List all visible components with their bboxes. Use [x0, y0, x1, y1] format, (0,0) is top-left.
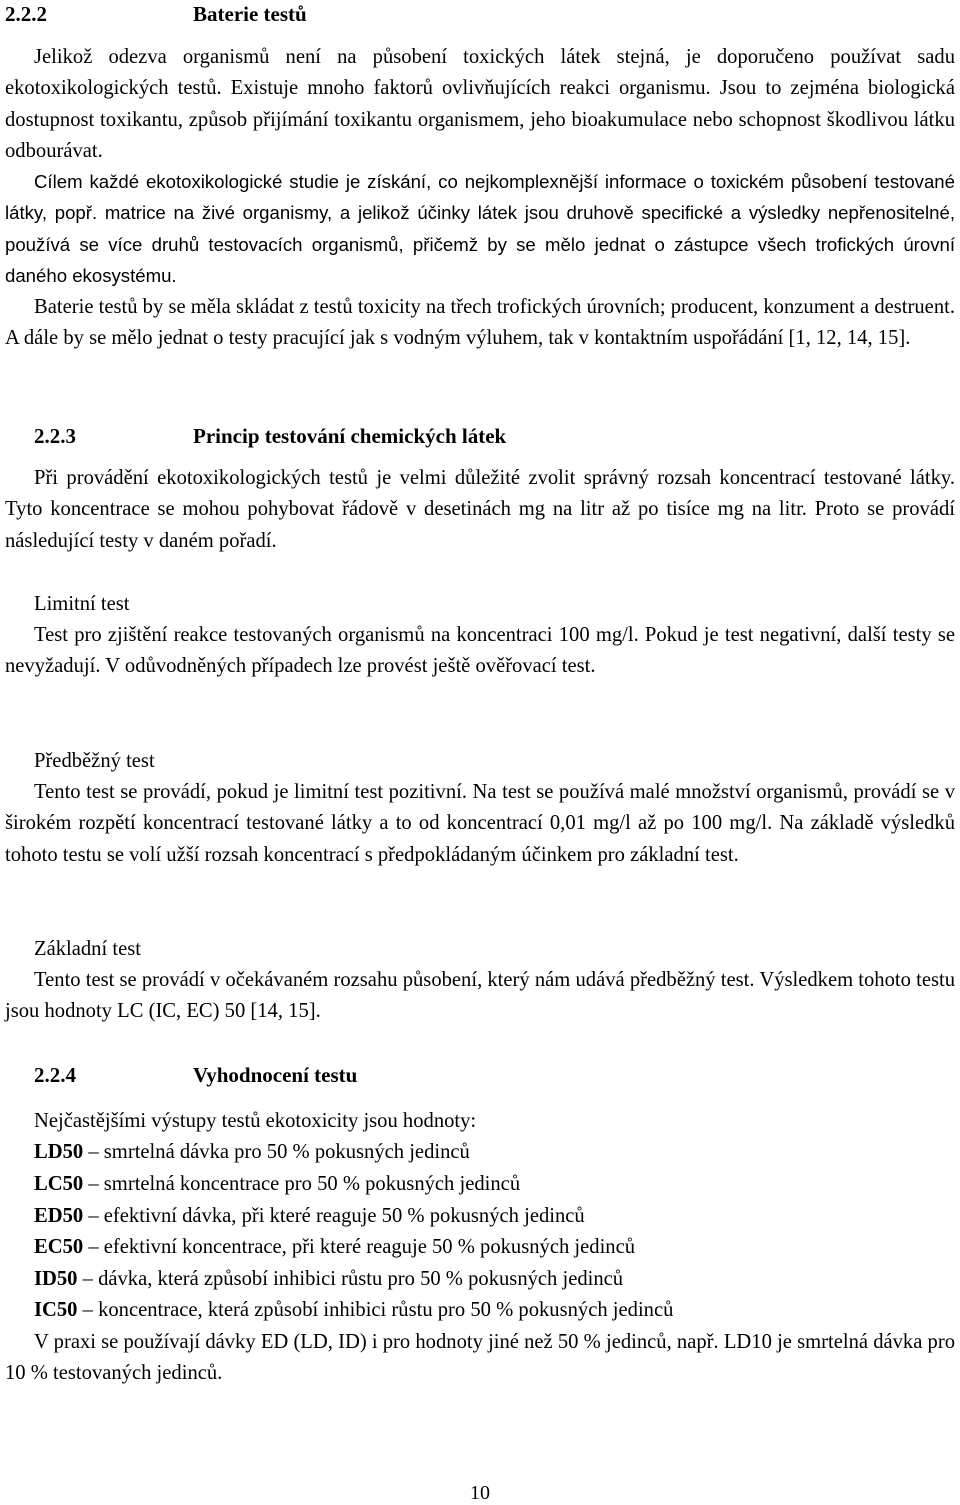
definition-ec50	[34, 1232, 960, 1263]
section-title: Baterie testů	[193, 2, 307, 26]
definition-text: – koncentrace, která způsobí inhibici růstu pro 50 % pokusných jedinců	[77, 1299, 674, 1321]
vyhodnoceni-closing: V praxi se používají dávky ED (LD, ID) i pro hodnoty jiné než 50 % jedinců, např. LD10 je smrtelná dávka pro 10 % testovaných jedinců.	[5, 1331, 955, 1385]
paragraph-princip-intro: Při provádění ekotoxikologických testů je velmi důležité zvolit správný rozsah koncentrací testované látky. Tyto koncentrace se mohou pohybovat řádově v desetinách mg na litr až po tisíce mg na litr. Proto se provádí následující testy v daném pořadí.	[5, 467, 955, 552]
definition-abbr: LD50	[34, 1141, 84, 1163]
section-heading-2-2-2	[5, 2, 307, 27]
test-name-predbezny: Předběžný test	[34, 750, 155, 772]
paragraph-baterie-2: Cílem každé ekotoxikologické studie je získání, co nejkomplexnější informace o toxickém působení testované látky, popř. matrice na živé organismy, a jelikož účinky látek jsou druhově specifické a výsledky nepřenositelné, používá se více druhů testovacích organismů, přičemž by se mělo jednat o zástupce všech trofických úrovní daného ekosystému.	[5, 171, 955, 286]
test-text-zakladni: Tento test se provádí v očekávaném rozsahu působení, který nám udává předběžný test. Výsledkem tohoto testu jsou hodnoty LC (IC, EC) 50 [14, 15].	[5, 969, 955, 1023]
definition-abbr: IC50	[34, 1299, 78, 1321]
definition-text: – efektivní koncentrace, při které reaguje 50 % pokusných jedinců	[83, 1236, 636, 1258]
paragraph-baterie-1: Jelikož odezva organismů není na působení toxických látek stejná, je doporučeno používat sadu ekotoxikologických testů. Existuje mnoho faktorů ovlivňujících reakci organismu. Jsou to zejména biologická dostupnost toxikantu, způsob přijímání toxikantu organismem, jeho bioakumulace nebo schopnost škodlivou látku odbourávat.	[5, 46, 955, 162]
section-title: Vyhodnocení testu	[193, 1063, 358, 1087]
definition-text: – dávka, která způsobí inhibici růstu pro 50 % pokusných jedinců	[77, 1268, 624, 1290]
definition-text: – efektivní dávka, při které reaguje 50 % pokusných jedinců	[83, 1205, 585, 1227]
vyhodnoceni-intro: Nejčastějšími výstupy testů ekotoxicity jsou hodnoty:	[34, 1110, 477, 1132]
definition-text: – smrtelná koncentrace pro 50 % pokusných jedinců	[83, 1173, 521, 1195]
test-text-limitni: Test pro zjištění reakce testovaných organismů na koncentraci 100 mg/l. Pokud je test negativní, další testy se nevyžadují. V odůvodněných případech lze provést ještě ověřovací test.	[5, 624, 955, 678]
section-heading-2-2-4	[34, 1063, 357, 1088]
section-number: 2.2.4	[34, 1063, 76, 1087]
definition-abbr: LC50	[34, 1173, 84, 1195]
section-number: 2.2.2	[5, 2, 47, 26]
definition-abbr: ED50	[34, 1205, 84, 1227]
section-heading-2-2-3	[34, 424, 506, 449]
definition-ed50	[34, 1201, 960, 1232]
definition-lc50	[34, 1169, 960, 1200]
section-title: Princip testování chemických látek	[193, 424, 507, 448]
test-text-predbezny: Tento test se provádí, pokud je limitní test pozitivní. Na test se používá malé množství organismů, provádí se v širokém rozpětí koncentrací testované látky a to od koncentrací 0,01 mg/l až po 100 mg/l. Na základě výsledků tohoto testu se volí užší rozsah koncentrací s předpokládaným účinkem pro základní test.	[5, 781, 955, 866]
definition-text: – smrtelná dávka pro 50 % pokusných jedinců	[83, 1141, 470, 1163]
paragraph-baterie-3: Baterie testů by se měla skládat z testů toxicity na třech trofických úrovních; producent, konzument a destruent. A dále by se mělo jednat o testy pracující jak s vodným výluhem, tak v kontaktním uspořádání [1, 12, 14, 15].	[5, 296, 955, 350]
test-name-zakladni: Základní test	[34, 938, 141, 960]
definition-ld50	[34, 1137, 960, 1168]
definition-id50	[34, 1264, 960, 1295]
definition-abbr: EC50	[34, 1236, 84, 1258]
test-name-limitni: Limitní test	[34, 593, 130, 615]
definition-abbr: ID50	[34, 1268, 78, 1290]
definition-ic50	[34, 1295, 960, 1326]
page-number: 10	[470, 1482, 490, 1504]
section-number: 2.2.3	[34, 424, 76, 448]
